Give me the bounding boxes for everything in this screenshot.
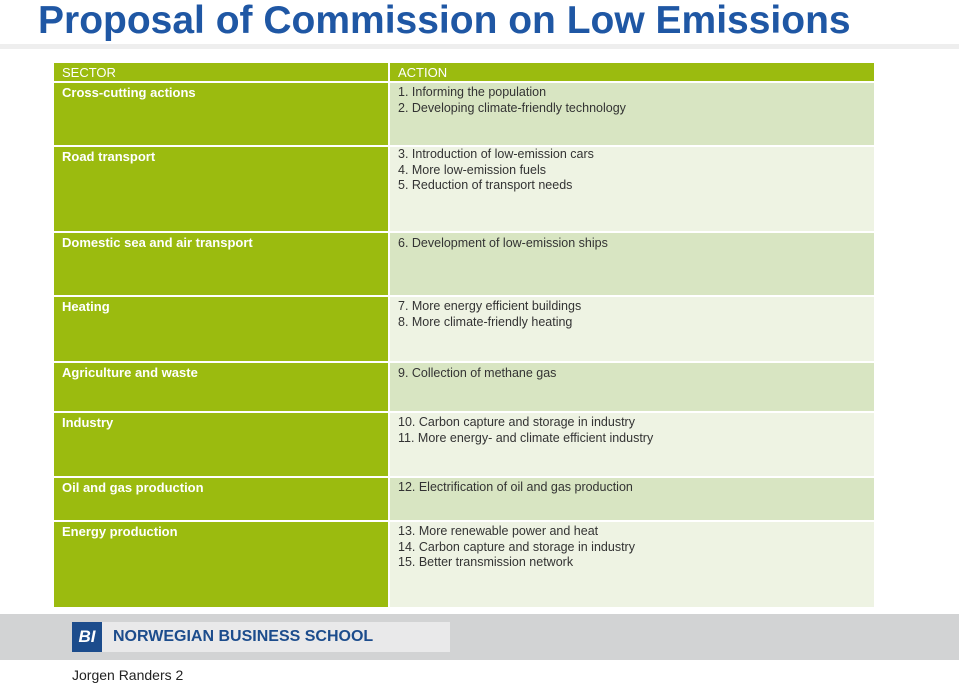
sector-cell: Cross-cutting actions bbox=[53, 82, 389, 146]
table-row bbox=[53, 412, 875, 477]
sector-cell: Energy production bbox=[53, 521, 389, 608]
action-item: 15. Better transmission network bbox=[398, 555, 574, 569]
action-item: 12. Electrification of oil and gas production bbox=[398, 480, 633, 494]
header-action: ACTION bbox=[389, 62, 875, 82]
sector-cell: Heating bbox=[53, 296, 389, 362]
action-item: 3. Introduction of low-emission cars bbox=[398, 147, 594, 161]
sector-cell: Road transport bbox=[53, 146, 389, 232]
action-cell bbox=[389, 232, 875, 296]
table-row bbox=[53, 296, 875, 362]
action-cell bbox=[389, 521, 875, 608]
title-divider bbox=[0, 44, 959, 49]
author-page-number: Jorgen Randers 2 bbox=[72, 667, 184, 683]
header-sector: SECTOR bbox=[53, 62, 389, 82]
action-item: 5. Reduction of transport needs bbox=[398, 178, 573, 192]
sector-cell: Industry bbox=[53, 412, 389, 477]
table-header-row bbox=[53, 62, 875, 82]
action-cell bbox=[389, 82, 875, 146]
action-item: 1. Informing the population bbox=[398, 85, 547, 99]
table-row bbox=[53, 82, 875, 146]
sector-cell: Agriculture and waste bbox=[53, 362, 389, 412]
table-row bbox=[53, 146, 875, 232]
sector-cell: Oil and gas production bbox=[53, 477, 389, 521]
table-row bbox=[53, 232, 875, 296]
action-cell bbox=[389, 296, 875, 362]
action-item: 14. Carbon capture and storage in industry bbox=[398, 539, 635, 554]
action-item: 13. More renewable power and heat bbox=[398, 524, 599, 538]
table-row bbox=[53, 477, 875, 521]
sector-action-table bbox=[52, 61, 876, 609]
table-row bbox=[53, 521, 875, 608]
action-cell bbox=[389, 146, 875, 232]
action-item: 2. Developing climate-friendly technology bbox=[398, 100, 626, 115]
action-item: 7. More energy efficient buildings bbox=[398, 299, 582, 313]
action-item: 9. Collection of methane gas bbox=[398, 366, 557, 380]
action-cell bbox=[389, 477, 875, 521]
bi-logo: BI bbox=[72, 622, 102, 652]
action-item: 10. Carbon capture and storage in industry bbox=[398, 415, 635, 429]
action-item: 6. Development of low-emission ships bbox=[398, 236, 608, 250]
sector-cell: Domestic sea and air transport bbox=[53, 232, 389, 296]
action-cell bbox=[389, 412, 875, 477]
action-item: 11. More energy- and climate efficient industry bbox=[398, 430, 654, 445]
action-cell bbox=[389, 362, 875, 412]
page-title: Proposal of Commission on Low Emissions bbox=[38, 0, 851, 42]
action-item: 4. More low-emission fuels bbox=[398, 162, 546, 177]
table-row bbox=[53, 362, 875, 412]
school-name: NORWEGIAN BUSINESS SCHOOL bbox=[113, 628, 374, 645]
action-item: 8. More climate-friendly heating bbox=[398, 314, 573, 329]
